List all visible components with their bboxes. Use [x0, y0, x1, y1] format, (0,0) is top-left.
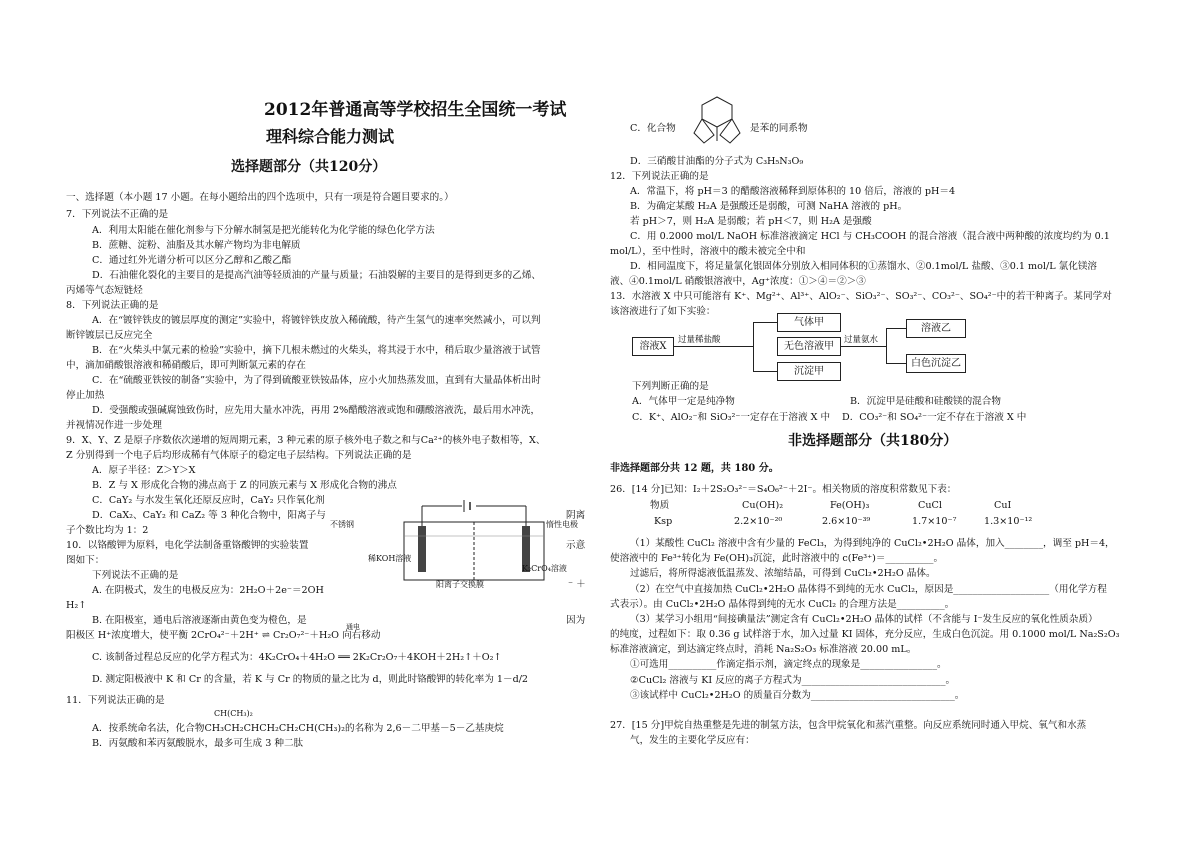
q7-d: D．石油催化裂化的主要目的是提高汽油等轻质油的产量与质量；石油裂解的主要目的是得到更多的乙烯、 — [92, 270, 542, 281]
q13-a: A．气体甲一定是纯净物 — [632, 396, 735, 407]
q26-1-cont2: 过滤后，将所得滤液低温蒸发、浓缩结晶，可得到 CuCl₂•2H₂O 晶体。 — [630, 568, 936, 579]
flow-branch-sol2 — [886, 328, 906, 329]
flow-step-acid: 过量稀盐酸 — [678, 335, 721, 345]
q9-a: A．原子半径：Z＞Y＞X — [92, 465, 196, 476]
q9-d-cont: 子个数比均为 1：2 — [66, 525, 149, 536]
q26-1-cont: 使溶液中的 Fe³⁺转化为 Fe(OH)₃沉淀，此时溶液中的 c(Fe³⁺)＝__________。 — [610, 553, 944, 564]
q11-c: C．化合物 — [630, 123, 676, 134]
q11-branch-label: CH(CH₃)₂ — [214, 709, 253, 718]
ksp-table — [650, 499, 1033, 531]
flow-branch-ppt — [753, 371, 777, 372]
q10-ask: 下列说法不正确的是 — [92, 570, 179, 581]
q9-d-aside: 阴离 — [566, 510, 586, 521]
q11-d: D．三硝酸甘油酯的分子式为 C₃H₅N₃O₉ — [630, 156, 804, 167]
q8-b-cont: 中，滴加硝酸银溶液和稀硝酸后，即可判断氯元素的存在 — [66, 360, 306, 371]
ksp-value-cuoh2: 2.2×10⁻²⁰ — [734, 516, 783, 527]
ksp-header-cuoh2: Cu(OH)₂ — [742, 500, 784, 511]
ksp-header-substance: 物质 — [650, 500, 670, 511]
electrolysis-label: 通电 — [346, 623, 360, 631]
q8-b: B．在“火柴头中氯元素的检验”实验中，摘下几根未燃过的火柴头，将其浸于水中，稍后取少量溶液于试管 — [92, 345, 541, 356]
q10-d: D. 测定阳极液中 K 和 Cr 的含量，若 K 与 Cr 的物质的量之比为 d，则此时铬酸钾的转化率为 1－d/2 — [92, 674, 529, 685]
q9-b: B．Z 与 X 形成化合物的沸点高于 Z 的同族元素与 X 形成化合物的沸点 — [92, 480, 397, 491]
q9-stem: 9．X、Y、Z 是原子序数依次递增的短周期元素，3 种元素的原子核外电子数之和与Ca²⁺的核外电子数相等，X、 — [66, 435, 546, 446]
q12-c: C．用 0.2000 mol/L NaOH 标准溶液滴定 HCl 与 CH₃COOH 的混合溶液（混合液中两种酸的浓度均约为 0.1 — [630, 231, 1110, 242]
ksp-header-cui: CuI — [994, 500, 1012, 511]
q12-b: B．为确定某酸 H₂A 是强酸还是弱酸，可测 NaHA 溶液的 pH。 — [630, 201, 908, 212]
section-nonchoice-heading: 非选择题部分（共180分） — [788, 433, 958, 449]
q10-b: B. 在阳极室，通电后溶液逐渐由黄色变为橙色，是 — [92, 615, 307, 626]
compound-structure-icon — [692, 95, 742, 145]
q13-stem: 13．水溶液 X 中只可能溶有 K⁺、Mg²⁺、Al³⁺、AlO₂⁻、SiO₃²⁻、SO₃²⁻、CO₃²⁻、SO₄²⁻中的若干种离子。某同学对 — [610, 291, 1112, 302]
q26-3-cont: 的纯度，过程如下：取 0.36 g 试样溶于水，加入过量 KI 固体，充分反应，生成白色沉淀。用 0.1000 mol/L Na₂S₂O₃ — [610, 629, 1120, 640]
flow-solution-b: 溶液乙 — [906, 319, 966, 338]
q27-stem: 27．[15 分]甲烷自热重整是先进的制氢方法，包含甲烷氧化和蒸汽重整。向反应系统同时通入甲烷、氧气和水蒸 — [610, 720, 1087, 731]
q10-a: A. 在阴极式，发生的电极反应为：2H₂O＋2e⁻＝2OH — [92, 585, 324, 596]
cell-membrane: 阳离子交换膜 — [436, 580, 484, 589]
q8-c-cont: 停止加热 — [66, 390, 105, 401]
q9-c: C．CaY₂ 与水发生氧化还原反应时，CaY₂ 只作氧化剂 — [92, 495, 325, 506]
q10-a-cont: H₂↑ — [66, 600, 87, 611]
flow-diagram — [632, 312, 972, 376]
q13-stem-cont: 该溶液进行了如下实验： — [610, 306, 716, 317]
q26-3-iii: ③该试样中 CuCl₂•2H₂O 的质量百分数为______________________________。 — [630, 690, 965, 701]
q7-c: C．通过红外光谱分析可以区分乙醇和乙酸乙酯 — [92, 255, 292, 266]
q7-stem: 7．下列说法不正确的是 — [66, 209, 169, 220]
q11-b: B．丙氨酸和苯丙氨酸脱水，最多可生成 3 种二肽 — [92, 738, 304, 749]
q12-stem: 12．下列说法正确的是 — [610, 171, 709, 182]
q26-3-i: ①可选用__________作滴定指示剂，滴定终点的现象是________________。 — [630, 659, 947, 670]
flow-precipitate: 沉淀甲 — [777, 362, 841, 381]
q9-d: D．CaX₂、CaY₂ 和 CaZ₂ 等 3 种化合物中，阳离子与 — [92, 510, 326, 521]
q26-3: （3）某学习小组用“间接碘量法”测定含有 CuCl₂•2H₂O 晶体的试样（不含能与 I⁻发生反应的氧化性质杂质） — [630, 614, 1098, 625]
q8-a: A．在“镀锌铁皮的镀层厚度的测定”实验中，将镀锌铁皮放入稀硫酸，待产生氢气的速率突然减小，可以判 — [92, 315, 541, 326]
flow-solution-x: 溶液X — [632, 337, 674, 356]
q7-b: B．蔗糖、淀粉、油脂及其水解产物均为非电解质 — [92, 240, 301, 251]
ksp-value-feoh3: 2.6×10⁻³⁹ — [822, 516, 871, 527]
q13-b: B．沉淀甲是硅酸和硅酸镁的混合物 — [850, 396, 1001, 407]
flow-white-precipitate: 白色沉淀乙 — [906, 354, 966, 373]
q7-a: A．利用太阳能在催化剂参与下分解水制氢是把光能转化为化学能的绿色化学方法 — [92, 225, 435, 236]
q8-stem: 8．下列说法正确的是 — [66, 300, 159, 311]
flow-branch-1 — [753, 322, 754, 372]
flow-branch-white — [886, 363, 906, 364]
q12-d: D．相同温度下，将足量氯化银固体分别放入相同体积的①蒸馏水、②0.1mol/L 盐酸、③0.1 mol/L 氯化镁溶 — [630, 261, 1098, 272]
exam-subtitle: 理科综合能力测试 — [266, 127, 395, 146]
q8-c: C．在“硫酸亚铁铵的制备”实验中，为了得到硫酸亚铁铵晶体，应小火加热蒸发皿，直到有大量晶体析出时 — [92, 375, 541, 386]
q26-1: （1）某酸性 CuCl₂ 溶液中含有少量的 FeCl₃，为得到纯净的 CuCl₂•2H₂O 晶体，加入________，调至 pH＝4， — [630, 538, 1115, 549]
q26-3-cont2: 标准溶液滴定，到达滴定终点时，消耗 Na₂S₂O₃ 标准溶液 20.00 mL。 — [610, 644, 917, 655]
section-choice-heading: 选择题部分（共120分） — [231, 159, 387, 175]
q10-aside: 示意 — [566, 540, 586, 551]
q12-a: A．常温下，将 pH＝3 的醋酸溶液稀释到原体积的 10 倍后，溶液的 pH＝4 — [630, 186, 956, 197]
exam-title: 2012年普通高等学校招生全国统一考试 — [264, 100, 567, 120]
q8-d-cont: 并视情况作进一步处理 — [66, 420, 162, 431]
cell-right-solution: K₂CrO₄溶液 — [522, 564, 567, 573]
q10-stem: 10．以铬酸钾为原料，电化学法制备重铬酸钾的实验装置 — [66, 540, 309, 551]
flow-branch-2 — [886, 328, 887, 364]
q10-stem-cont: 图如下： — [66, 555, 105, 566]
q12-b-cont: 若 pH＞7，则 H₂A 是弱酸；若 pH＜7，则 H₂A 是强酸 — [630, 216, 872, 227]
cell-left-solution: 稀KOH溶液 — [368, 554, 412, 563]
cell-right-electrode: 惰性电极 — [546, 520, 578, 529]
ksp-header-cucl: CuCl — [918, 500, 942, 511]
part2-intro: 非选择题部分共 12 题，共 180 分。 — [610, 463, 779, 474]
q27-stem-cont: 气，发生的主要化学反应有： — [630, 735, 755, 746]
ksp-value-cui: 1.3×10⁻¹² — [984, 516, 1033, 527]
q26-2: （2）在空气中直接加热 CuCl₂•2H₂O 晶体得不到纯的无水 CuCl₂，原因是____________________（用化学方程 — [630, 584, 1107, 595]
q13-c: C．K⁺、AlO₂⁻和 SiO₃²⁻一定存在于溶液 X 中 — [632, 412, 831, 423]
instruction: 一、选择题（本小题 17 小题。在每小题给出的四个选项中，只有一项是符合题目要求的。） — [66, 192, 454, 203]
q11-stem: 11．下列说法正确的是 — [66, 695, 165, 706]
q26-2-cont: 式表示）。由 CuCl₂•2H₂O 晶体得到纯的无水 CuCl₂ 的合理方法是__________。 — [610, 599, 955, 610]
q13-d: D．CO₃²⁻和 SO₄²⁻一定不存在于溶液 X 中 — [842, 412, 1027, 423]
cell-svg — [374, 492, 564, 592]
flow-step-ammonia: 过量氨水 — [844, 335, 879, 345]
cell-left-electrode: 不锈钢 — [330, 520, 354, 529]
q7-d-cont: 丙烯等气态短链烃 — [66, 285, 143, 296]
flow-solution: 无色溶液甲 — [777, 337, 841, 356]
flow-gas: 气体甲 — [777, 313, 841, 332]
q26-stem: 26．[14 分]已知：I₂＋2S₂O₃²⁻＝S₄O₆²⁻＋2I⁻。相关物质的溶度积常数见下表： — [610, 484, 957, 495]
q12-c-cont: mol/L），至中性时，溶液中的酸未被完全中和 — [610, 246, 806, 257]
q10-b-cont: 阳极区 H⁺浓度增大，使平衡 2CrO₄²⁻＋2H⁺ ⇌ Cr₂O₇²⁻＋H₂O 向右移动 — [66, 630, 381, 641]
q11-c-cont: 是苯的同系物 — [750, 123, 808, 134]
q26-3-ii: ②CuCl₂ 溶液与 KI 反应的离子方程式为______________________________。 — [630, 675, 956, 686]
q12-d-cont: 液、④0.1mol/L 硝酸银溶液中，Ag⁺浓度：①＞④＝②＞③ — [610, 276, 866, 287]
flow-branch-gas — [753, 322, 777, 323]
q10-a-aside: ⁻ ＋ — [568, 579, 586, 590]
ksp-value-cucl: 1.7×10⁻⁷ — [912, 516, 957, 527]
q10-b-aside: 因为 — [566, 615, 586, 626]
q8-a-cont: 断锌镀层已反应完全 — [66, 330, 153, 341]
q8-d: D．受强酸或强碱腐蚀致伤时，应先用大量水冲洗，再用 2%醋酸溶液或饱和硼酸溶液洗，最后用水冲洗， — [92, 405, 541, 416]
ksp-header-feoh3: Fe(OH)₃ — [830, 500, 870, 511]
q13-ask: 下列判断正确的是 — [632, 381, 709, 392]
q10-c: C. 该制备过程总反应的化学方程式为：4K₂CrO₄＋4H₂O ══ 2K₂Cr₂O₇＋4KOH＋2H₂↑＋O₂↑ — [92, 652, 502, 663]
q9-stem-cont: Z 分别得到一个电子后均形成稀有气体原子的稳定电子层结构。下列说法正确的是 — [66, 450, 412, 461]
q11-a: A．按系统命名法，化合物CH₃CH₂CHCH₂CH₂CH(CH₃)₂的名称为 2,6－二甲基－5－乙基庚烷 — [92, 723, 504, 734]
ksp-row-label: Ksp — [654, 516, 673, 527]
